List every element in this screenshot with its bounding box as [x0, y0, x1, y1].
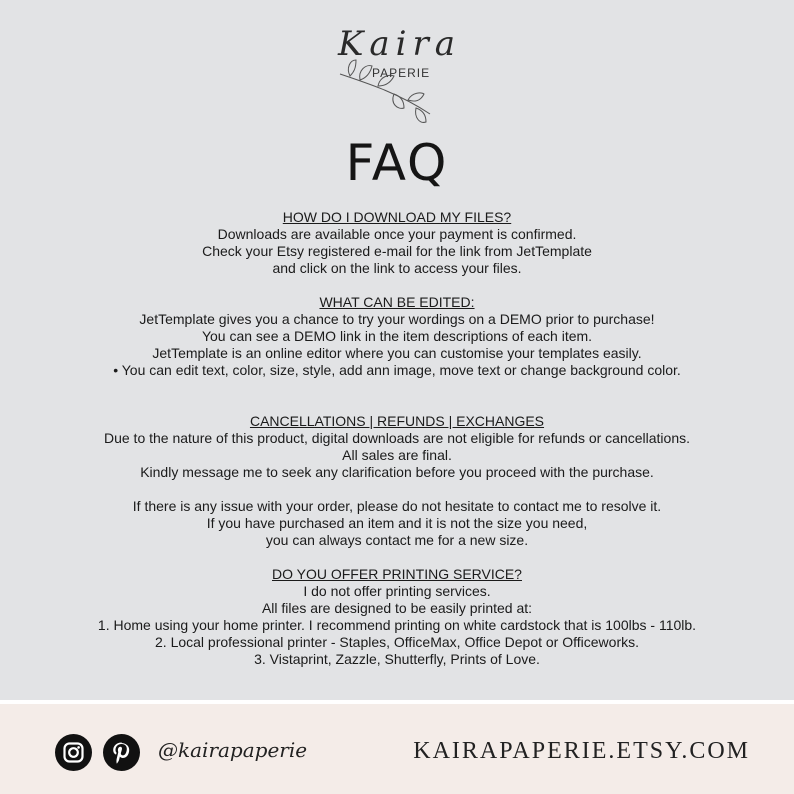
- section-line: JetTemplate gives you a chance to try your wordings on a DEMO prior to purchase!: [139, 311, 655, 327]
- section-line: You can see a DEMO link in the item descriptions of each item.: [201, 328, 593, 344]
- logo-script-text: Kaira: [338, 24, 462, 64]
- footer: [0, 700, 794, 794]
- section-heading: DO YOU OFFER PRINTING SERVICE?: [272, 566, 522, 582]
- section-line: and click on the link to access your files.: [272, 260, 522, 276]
- section-line: JetTemplate is an online editor where you can customise your templates easily.: [152, 345, 642, 361]
- instagram-icon[interactable]: [55, 734, 92, 771]
- faq-section-printing: [0, 566, 794, 668]
- section-heading: HOW DO I DOWNLOAD MY FILES?: [282, 209, 512, 225]
- shop-url[interactable]: KAIRAPAPERIE.ETSY.COM: [413, 738, 750, 764]
- section-line: you can always contact me for a new size.: [265, 532, 529, 548]
- section-line: If there is any issue with your order, please do not hesitate to contact me to resolve it.: [132, 498, 662, 514]
- section-line: 3. Vistaprint, Zazzle, Shutterfly, Prints of Love.: [254, 651, 540, 667]
- section-line: 2. Local professional printer - Staples, OfficeMax, Office Depot or Officeworks.: [155, 634, 639, 650]
- social-handle[interactable]: @kairapaperie: [158, 738, 308, 762]
- page-title: FAQ: [345, 134, 449, 192]
- faq-section-editing: [0, 294, 794, 379]
- section-line: All sales are final.: [342, 447, 452, 463]
- faq-section-cancellations: [0, 413, 794, 549]
- section-line: Check your Etsy registered e-mail for the link from JetTemplate: [202, 243, 592, 259]
- section-line: Downloads are available once your payment is confirmed.: [217, 226, 577, 242]
- section-line: Kindly message me to seek any clarification before you proceed with the purchase.: [140, 464, 654, 480]
- section-heading: CANCELLATIONS | REFUNDS | EXCHANGES: [249, 413, 545, 429]
- pinterest-icon[interactable]: [103, 734, 140, 771]
- faq-section-download: [0, 209, 794, 277]
- section-heading: WHAT CAN BE EDITED:: [319, 294, 475, 310]
- section-line: If you have purchased an item and it is not the size you need,: [206, 515, 588, 531]
- section-line: • You can edit text, color, size, style, add ann image, move text or change background color.: [113, 362, 681, 378]
- section-line: Due to the nature of this product, digital downloads are not eligible for refunds or cancellations.: [103, 430, 691, 446]
- logo-sub-text: PAPERIE: [372, 66, 431, 80]
- brand-logo: [320, 14, 470, 134]
- section-line: 1. Home using your home printer. I recommend printing on white cardstock that is 100lbs - 110lb.: [97, 617, 697, 633]
- section-line: I do not offer printing services.: [303, 583, 491, 599]
- faq-content: [0, 209, 794, 668]
- section-line: All files are designed to be easily printed at:: [261, 600, 533, 616]
